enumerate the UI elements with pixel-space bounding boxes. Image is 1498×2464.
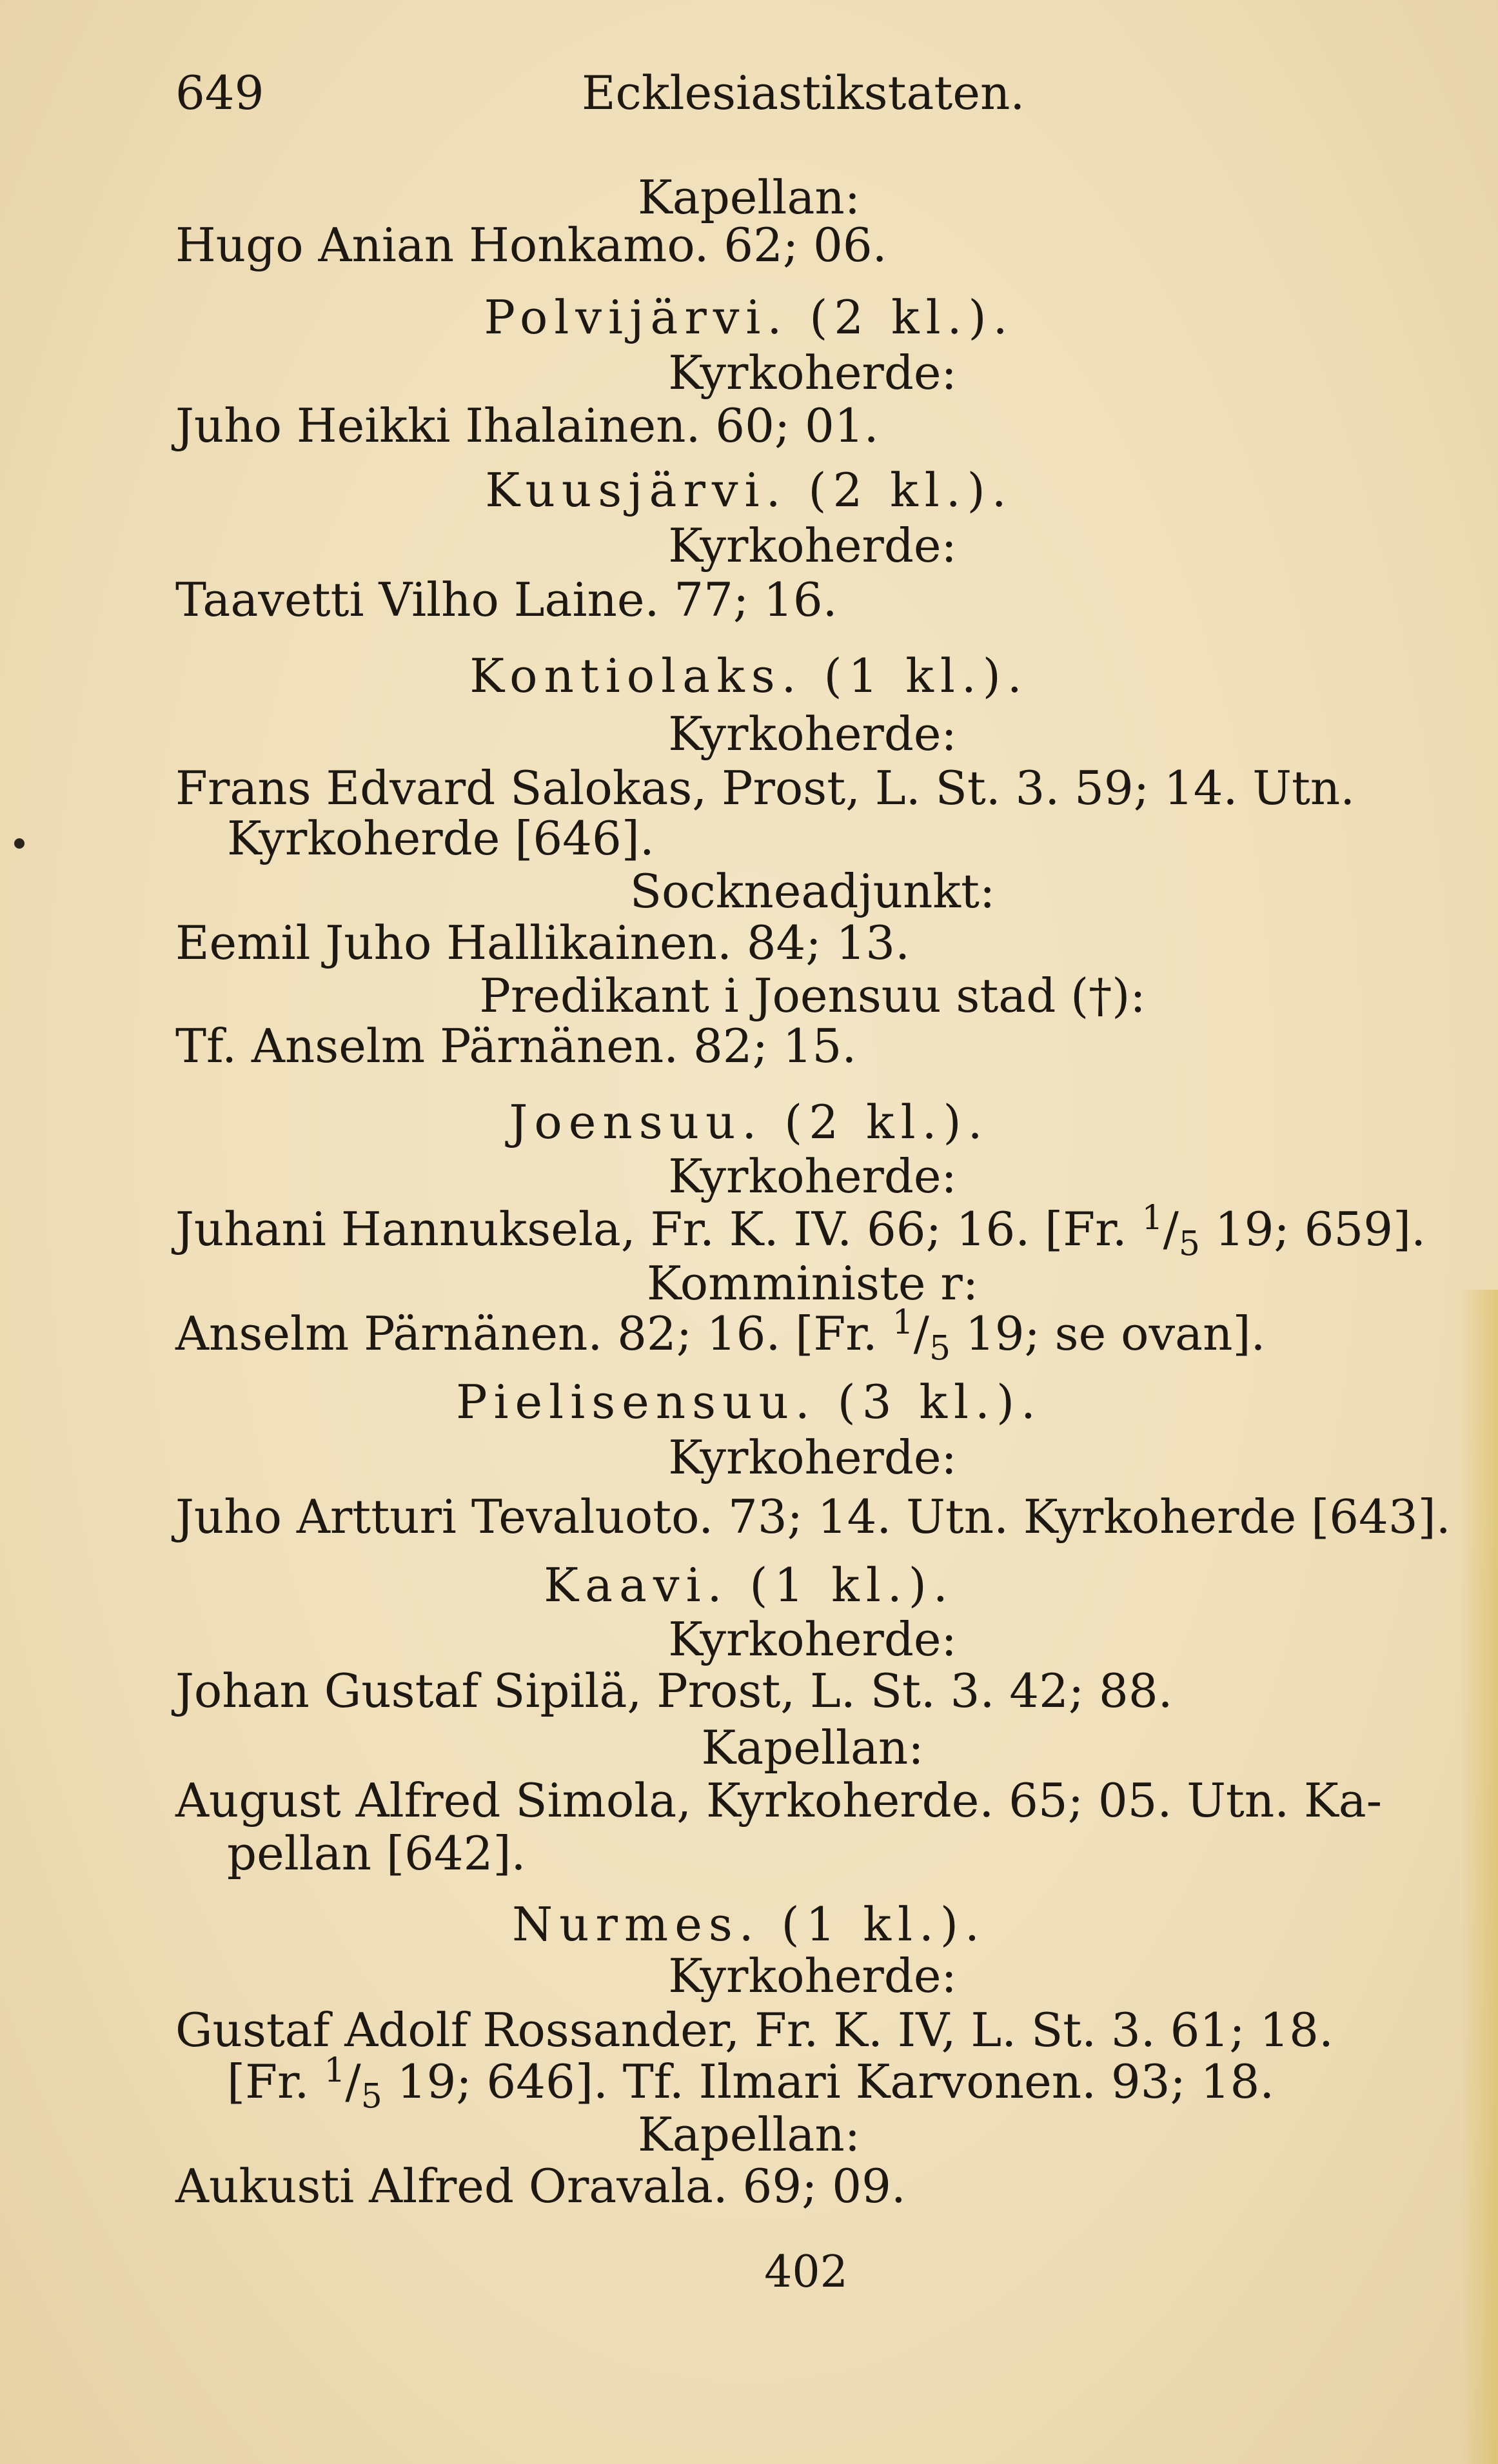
entry-juhani-hannuksela: Juhani Hannuksela, Fr. K. IV. 66; 16. [Fr. $^1/_5$ 19; 659]. bbox=[175, 1199, 1426, 1264]
fraction-numerator: 1 bbox=[1141, 1199, 1163, 1237]
entry-text: Anselm Pärnänen. 82; 16. [Fr. bbox=[175, 1306, 892, 1361]
role-heading-kyrkoherde: Kyrkoherde: bbox=[668, 1949, 957, 2003]
fraction-denominator: 5 bbox=[360, 2077, 382, 2116]
entry-text: [Fr. bbox=[227, 2055, 324, 2109]
parish-heading-kuusjarvi: Kuusjärvi. (2 kl.). bbox=[485, 463, 1013, 517]
entry-frans-edvard-salokas: Frans Edvard Salokas, Prost, L. St. 3. 59; 14. Utn. bbox=[175, 761, 1355, 815]
running-title: Ecklesiastikstaten. bbox=[582, 66, 1025, 120]
entry-juho-artturi-tevaluoto: Juho Artturi Tevaluoto. 73; 14. Utn. Kyrkoherde [643]. bbox=[175, 1490, 1451, 1544]
fraction-denominator: 5 bbox=[1178, 1225, 1200, 1264]
entry-taavetti-vilho-laine: Taavetti Vilho Laine. 77; 16. bbox=[175, 573, 838, 627]
ink-speck bbox=[14, 838, 25, 849]
entry-johan-gustaf-sipila: Johan Gustaf Sipilä, Prost, L. St. 3. 42; 88. bbox=[175, 1664, 1173, 1718]
parish-heading-joensuu: Joensuu. (2 kl.). bbox=[509, 1095, 989, 1149]
role-heading-kyrkoherde: Kyrkoherde: bbox=[668, 518, 957, 573]
entry-text: 19; 646]. Tf. Ilmari Karvonen. 93; 18. bbox=[397, 2055, 1275, 2109]
entry-anselm-parnanen: Anselm Pärnänen. 82; 16. [Fr. $^1/_5$ 19; se ovan]. bbox=[175, 1303, 1266, 1368]
fraction-numerator: 1 bbox=[892, 1303, 914, 1342]
role-heading-kyrkoherde: Kyrkoherde: bbox=[668, 1612, 957, 1666]
role-heading-komminister: Komministe r: bbox=[646, 1256, 979, 1310]
entry-hugo-anian-honkamo: Hugo Anian Honkamo. 62; 06. bbox=[175, 218, 887, 272]
role-heading-kyrkoherde: Kyrkoherde: bbox=[668, 707, 957, 761]
role-heading-kyrkoherde: Kyrkoherde: bbox=[668, 1149, 957, 1203]
entry-aukusti-alfred-oravala: Aukusti Alfred Oravala. 69; 09. bbox=[175, 2159, 906, 2213]
entry-continuation: [Fr. $^1/_5$ 19; 646]. Tf. Ilmari Karvonen. 93; 18. bbox=[227, 2051, 1275, 2116]
entry-juho-heikki-ihalainen: Juho Heikki Ihalainen. 60; 01. bbox=[175, 399, 879, 453]
entry-text: 19; se ovan]. bbox=[965, 1306, 1266, 1361]
role-heading-kapellan: Kapellan: bbox=[637, 170, 861, 224]
parish-heading-pielisensuu: Pielisensuu. (3 kl.). bbox=[456, 1375, 1042, 1429]
entry-eemil-juho-hallikainen: Eemil Juho Hallikainen. 84; 13. bbox=[175, 916, 910, 970]
fraction-numerator: 1 bbox=[324, 2051, 346, 2090]
role-heading-kyrkoherde: Kyrkoherde: bbox=[668, 1430, 957, 1484]
entry-text: Juhani Hannuksela, Fr. K. IV. 66; 16. [Fr. bbox=[175, 1202, 1142, 1256]
role-heading-predikant: Predikant i Joensuu stad (†): bbox=[479, 969, 1146, 1023]
role-heading-kapellan: Kapellan: bbox=[637, 2107, 861, 2162]
parish-heading-kontiolaks: Kontiolaks. (1 kl.). bbox=[469, 649, 1029, 703]
entry-august-alfred-simola: August Alfred Simola, Kyrkoherde. 65; 05. Utn. Ka- bbox=[175, 1773, 1383, 1828]
role-heading-kapellan: Kapellan: bbox=[701, 1720, 924, 1775]
entry-continuation: Kyrkoherde [646]. bbox=[227, 811, 655, 865]
parish-heading-polvijarvi: Polvijärvi. (2 kl.). bbox=[484, 290, 1014, 344]
footer-page-number: 402 bbox=[764, 2247, 848, 2298]
entry-anselm-parnanen-tf: Tf. Anselm Pärnänen. 82; 15. bbox=[175, 1019, 857, 1073]
entry-continuation: pellan [642]. bbox=[227, 1826, 526, 1880]
parish-heading-kaavi: Kaavi. (1 kl.). bbox=[544, 1558, 954, 1612]
parish-heading-nurmes: Nurmes. (1 kl.). bbox=[512, 1897, 986, 1951]
entry-text: 19; 659]. bbox=[1214, 1202, 1426, 1256]
entry-gustaf-adolf-rossander: Gustaf Adolf Rossander, Fr. K. IV, L. St. 3. 61; 18. bbox=[175, 2003, 1334, 2057]
running-page-number: 649 bbox=[175, 66, 264, 120]
fraction-denominator: 5 bbox=[929, 1329, 951, 1368]
role-heading-sockneadjunkt: Sockneadjunkt: bbox=[629, 864, 996, 918]
role-heading-kyrkoherde: Kyrkoherde: bbox=[668, 346, 957, 400]
